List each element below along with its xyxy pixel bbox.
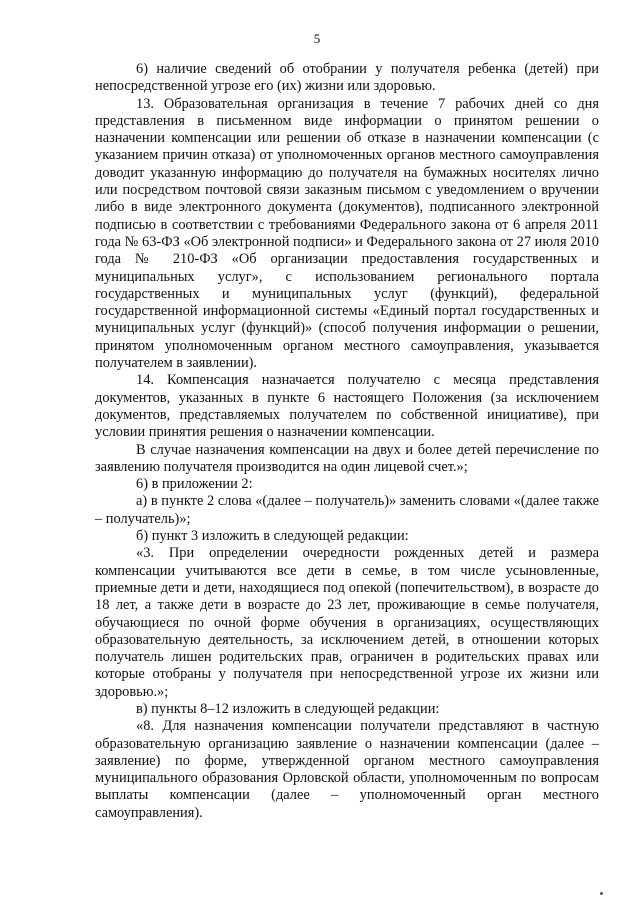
document-body xyxy=(95,61,599,822)
paragraph-amendment-a: а) в пункте 2 слова «(далее – получатель)» заменить словами «(далее также – получатель)»; xyxy=(95,493,599,527)
page-number: 5 xyxy=(313,31,321,46)
paragraph-clause-13: 13. Образовательная организация в течение 7 рабочих дней со дня представления в письменном виде информации о принятом решении о назначении компенсации или решении об отказе в назначении компенсации (с указанием причин отказа) от уполномоченных органов местного самоуправления доводит указанную информацию до получателя на бумажных носителях лично или посредством почтовой связи заказным письмом с уведомлением о вручении либо в виде электронного документа (документов), подписанного электронной подписью в соответствии с требованиями Федерального закона от 6 апреля 2011 года № 63-ФЗ «Об электронной подписи» и Федерального закона от 27 июля 2010 года № 210-ФЗ «Об организации предоставления государственных и муниципальных услуг», с использованием регионального портала государственных и муниципальных услуг (функций), федеральной государственной информационной системы «Единый портал государственных и муниципальных услуг (функций)» (способ получения информации о решении, принятом уполномоченным органом местного самоуправления, указывается получателем в заявлении). xyxy=(95,95,599,372)
paragraph-item-6: 6) наличие сведений об отобрании у получателя ребенка (детей) при непосредственной угрозе его (их) жизни или здоровью. xyxy=(95,61,599,95)
paragraph-clause-14: 14. Компенсация назначается получателю с месяца представления документов, указанных в пункте 6 настоящего Положения (за исключением документов, представляемых получателем по собственной инициативе), при условии принятия решения о назначении компенсации. xyxy=(95,372,599,441)
paragraph-amendment-v: в) пункты 8–12 изложить в следующей редакции: xyxy=(136,700,440,717)
paragraph-clause-8: «8. Для назначения компенсации получатели представляют в частную образовательную организацию заявление о назначении компенсации (далее – заявление) по форме, утвержденной органом местного самоуправления муниципального образования Орловской области, уполномоченным по вопросам выплаты компенсации (далее – уполномоченный орган местного самоуправления). xyxy=(95,718,599,821)
scan-mark-dot xyxy=(600,892,603,895)
paragraph-amendment-6: 6) в приложении 2: xyxy=(136,476,253,493)
paragraph-clause-3: «3. При определении очередности рожденных детей и размера компенсации учитываются все дети в семье, в том числе усыновленные, приемные дети и дети, находящиеся под опекой (попечительством), в возрасте до 18 лет, а также дети в возрасте до 23 лет, проживающие в семье получателя, обучающиеся по очной форме обучения в организациях, осуществляющих образовательную деятельность, за исключением детей, в отношении которых получатель лишен родительских прав, ограничен в родительских правах или которые отобраны у получателя при непосредственной угрозе их жизни или здоровью.»; xyxy=(95,545,599,700)
paragraph-multiple-children: В случае назначения компенсации на двух и более детей перечисление по заявлению получателя производится на один лицевой счет.»; xyxy=(95,441,599,475)
paragraph-amendment-b: б) пункт 3 изложить в следующей редакции: xyxy=(136,528,409,545)
